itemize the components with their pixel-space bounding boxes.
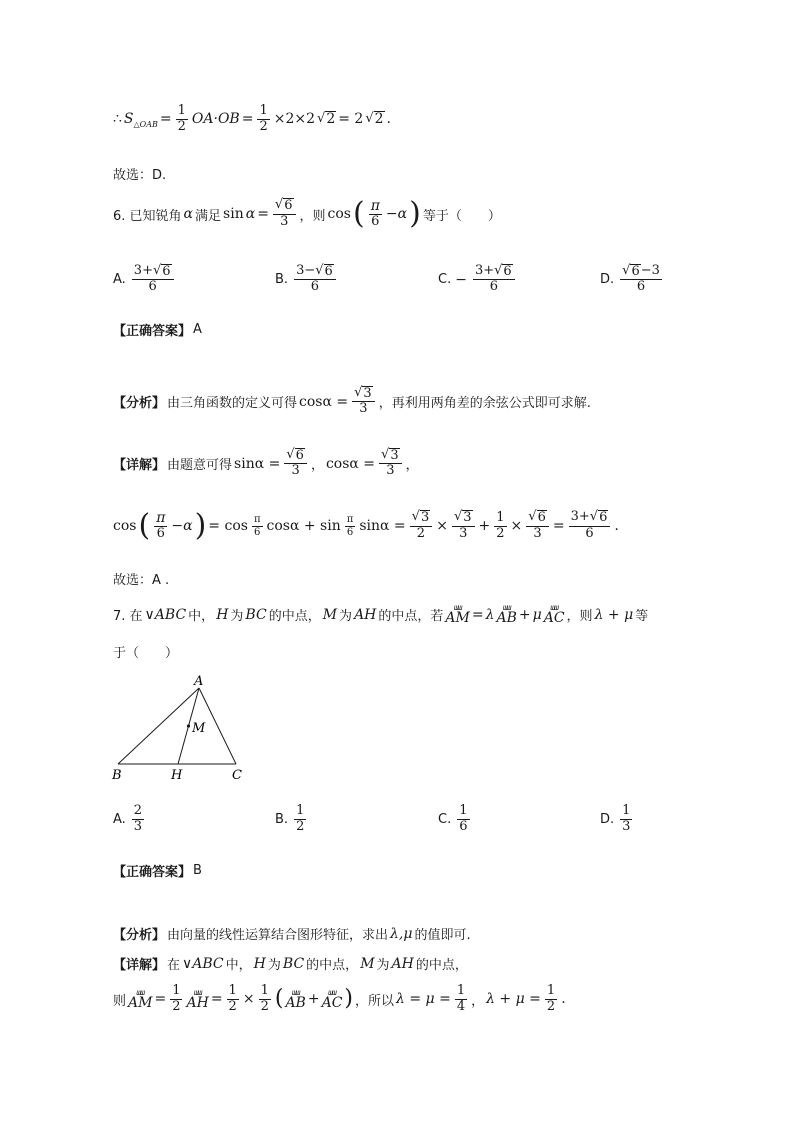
q7-analysis: 【分析】 由向量的线性运算结合图形特征，求出 λ,μ 的值即可. (113, 925, 471, 943)
half-fraction: $\frac{1}{2}$ (177, 103, 186, 134)
triangle-figure (108, 672, 253, 787)
q6-expansion: cos ( $\frac{\pi}{6}$ −α ) = cos $\frac{\pi}{6}$ cosα + sin $\frac{\pi}{6}$ sinα = √ 3 2 × √ 3 3 + $\frac{1}{2}$ × √ 6 3 = 3+ √ 6 6 . (113, 508, 619, 544)
q7-option-c[interactable]: C. $\frac{1}{6}$ (438, 803, 468, 834)
sqrt-2: √ 2 (317, 111, 336, 128)
q7-answer: 【正确答案】 B (113, 863, 202, 880)
q7-option-b[interactable]: B. $\frac{1}{2}$ (275, 803, 305, 834)
label-h: H (171, 768, 183, 783)
q6-option-c[interactable]: C. − 3+ √ 6 6 (438, 264, 517, 295)
label-b: B (112, 768, 122, 783)
area-symbol: $S_{\triangle OAB}$ (123, 110, 158, 129)
choose-a-text: 故选：A . (113, 573, 170, 588)
q6-option-a[interactable]: A. 3+ √ 6 6 (113, 264, 176, 295)
choose-d-text: 故选：D. (113, 168, 167, 183)
point-m (187, 724, 190, 727)
q6-analysis: 【分析】 由三角函数的定义可得 cosα = √ 3 3 ，再利用两角差的余弦公式即可求解. (113, 385, 591, 417)
label-a: A (194, 674, 204, 689)
question-6: 6. 已知锐角 α 满足 sin α = √ 6 3 ，则 cos ( $\frac{\pi}{6}$ −α ) 等于（ ） (113, 196, 501, 232)
label-m: M (192, 721, 206, 736)
q7-option-a[interactable]: A. $\frac{2}{3}$ (113, 803, 143, 834)
therefore-symbol: ∴ (113, 111, 122, 128)
q7-detail: 【详解】 在 ∨ABC 中， H 为 BC 的中点， M 为 AH 的中点， (113, 955, 468, 973)
question-7: 7. 在 ∨ABC 中， H 为 BC 的中点， M 为 AH 的中点，若 ɯɯ AM = λ ɯɯ AB + μ ɯɯ AC ，则 λ + μ 等 (113, 603, 649, 626)
question-7-line2: 于（ ） (113, 646, 179, 661)
side-ab (118, 688, 199, 764)
q7-derivation: 则 ɯɯ AM = $\frac{1}{2}$ ɯɯ AH = $\frac{1}{2}$ × $\frac{1}{2}$ ( ɯɯ AB + ɯɯ AC ) ，所以 λ = μ = $\frac{1}{4}$ ， λ + μ = $\frac{1}{2}$ . (113, 983, 566, 1014)
area-formula-line: ∴ $S_{\triangle OAB}$ = $\frac{1}{2}$ OA·OB = $\frac{1}{2}$ ×2×2 √ 2 = 2 √ 2 . (113, 103, 391, 134)
q6-detail: 【详解】 由题意可得 sinα = √ 6 3 ， cosα = √ 3 3 ， (113, 447, 419, 479)
q6-option-b[interactable]: B. 3− √ 6 6 (275, 264, 338, 295)
q6-option-d[interactable]: D. √ 6 −3 6 (600, 263, 660, 295)
q6-answer: 【正确答案】 A (113, 322, 202, 339)
q7-option-d[interactable]: D. $\frac{1}{3}$ (600, 803, 631, 834)
label-c: C (232, 768, 242, 783)
